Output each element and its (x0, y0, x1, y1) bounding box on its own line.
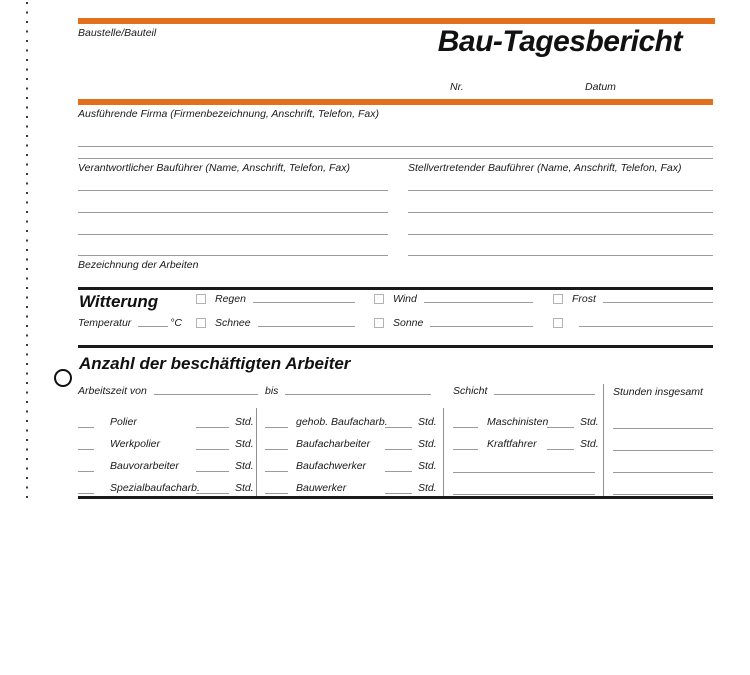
worker-row-gehob-baufacharb (265, 415, 443, 428)
worker-row-kraftfahrer (453, 437, 599, 450)
nr-label: Nr. (450, 81, 464, 93)
count-field[interactable] (78, 449, 94, 450)
frost-label: Frost (572, 293, 596, 305)
worker-row-baufachwerker (265, 459, 443, 472)
shift-write-line[interactable] (494, 394, 595, 395)
responsible-write-line[interactable] (78, 234, 388, 235)
weather-option-blank (553, 316, 713, 329)
column-divider (443, 408, 444, 497)
temperature-field (78, 316, 182, 329)
extra-worker-write-line[interactable] (453, 494, 595, 495)
stunden-insgesamt-label: Stunden insgesamt (613, 386, 703, 398)
witterung-heading: Witterung (79, 292, 159, 311)
sonne-checkbox[interactable] (374, 318, 384, 328)
std-label: Std. (580, 438, 599, 450)
extra-worker-write-line[interactable] (453, 472, 595, 473)
worker-role-label: Baufachwerker (296, 460, 367, 472)
shift-field (453, 384, 595, 397)
wind-write-line[interactable] (424, 302, 533, 303)
hours-field[interactable] (547, 427, 574, 428)
responsible-write-line[interactable] (78, 255, 388, 256)
schnee-label: Schnee (215, 317, 251, 329)
hours-total-write-line[interactable] (613, 450, 713, 451)
worktime-from-write-line[interactable] (154, 394, 258, 395)
hours-field[interactable] (196, 493, 229, 494)
bis-label: bis (265, 385, 279, 397)
regen-write-line[interactable] (253, 302, 355, 303)
hours-field[interactable] (196, 427, 229, 428)
worktime-to-write-line[interactable] (285, 394, 431, 395)
weather-option-frost (553, 292, 713, 305)
column-divider (603, 384, 604, 497)
count-field[interactable] (78, 471, 94, 472)
responsible-write-line[interactable] (78, 190, 388, 191)
deputy-write-line[interactable] (408, 255, 713, 256)
weather-option-regen (196, 292, 355, 305)
bezeichnung-der-arbeiten-label: Bezeichnung der Arbeiten (78, 259, 199, 271)
hours-field[interactable] (385, 493, 412, 494)
worker-role-label: Maschinisten (487, 416, 549, 428)
punch-hole (54, 369, 72, 387)
hours-field[interactable] (196, 471, 229, 472)
worker-row-polier (78, 415, 256, 428)
accent-bar-second (78, 99, 713, 105)
worktime-from-field (78, 384, 258, 397)
temperature-write-line[interactable] (138, 326, 168, 327)
weather-option-wind (374, 292, 533, 305)
schicht-label: Schicht (453, 385, 488, 397)
worker-row-werkpolier (78, 437, 256, 450)
form-title: Bau-Tagesbericht (437, 25, 682, 58)
hours-field[interactable] (547, 449, 574, 450)
worker-row-bauwerker (265, 481, 443, 494)
regen-checkbox[interactable] (196, 294, 206, 304)
arbeitszeit-von-label: Arbeitszeit von (78, 385, 147, 397)
std-label: Std. (235, 460, 254, 472)
count-field[interactable] (265, 427, 288, 428)
ausfuehrende-firma-label: Ausführende Firma (Firmenbezeichnung, Anschrift, Telefon, Fax) (78, 108, 379, 120)
deputy-write-line[interactable] (408, 234, 713, 235)
hours-field[interactable] (385, 471, 412, 472)
frost-checkbox[interactable] (553, 294, 563, 304)
std-label: Std. (235, 482, 254, 494)
std-label: Std. (580, 416, 599, 428)
std-label: Std. (418, 438, 437, 450)
anzahl-arbeiter-heading: Anzahl der beschäftigten Arbeiter (79, 354, 351, 373)
std-label: Std. (418, 416, 437, 428)
weather-option-schnee (196, 316, 355, 329)
schnee-write-line[interactable] (258, 326, 355, 327)
hours-field[interactable] (196, 449, 229, 450)
worker-row-bauvorarbeiter (78, 459, 256, 472)
frost-write-line[interactable] (603, 302, 713, 303)
column-divider (256, 408, 257, 497)
worker-role-label: Bauwerker (296, 482, 347, 494)
count-field[interactable] (453, 427, 478, 428)
hours-total-write-line[interactable] (613, 428, 713, 429)
count-field[interactable] (265, 493, 288, 494)
weather-bottom-rule (78, 345, 713, 348)
count-field[interactable] (78, 427, 94, 428)
sonne-write-line[interactable] (430, 326, 533, 327)
temperatur-label: Temperatur (78, 317, 132, 329)
std-label: Std. (418, 460, 437, 472)
std-label: Std. (235, 416, 254, 428)
hours-field[interactable] (385, 449, 412, 450)
worker-role-label: Werkpolier (110, 438, 160, 450)
celsius-unit-label: °C (170, 317, 182, 329)
wind-checkbox[interactable] (374, 294, 384, 304)
deputy-write-line[interactable] (408, 212, 713, 213)
weather-option-sonne (374, 316, 533, 329)
count-field[interactable] (78, 493, 94, 494)
responsible-write-line[interactable] (78, 212, 388, 213)
regen-label: Regen (215, 293, 246, 305)
stellvertretender-baufuehrer-label: Stellvertretender Bauführer (Name, Anschrift, Telefon, Fax) (408, 162, 682, 174)
count-field[interactable] (265, 471, 288, 472)
section-divider-line (78, 158, 713, 159)
schnee-checkbox[interactable] (196, 318, 206, 328)
worker-role-label: Spezialbaufacharb. (110, 482, 200, 494)
datum-label: Datum (585, 81, 616, 93)
perforation-dotted-line (26, 2, 28, 502)
hours-field[interactable] (385, 427, 412, 428)
worker-role-label: gehob. Baufacharb. (296, 416, 388, 428)
worker-role-label: Bauvorarbeiter (110, 460, 179, 472)
worker-row-spezialbaufacharb (78, 481, 256, 494)
verantwortlicher-baufuehrer-label: Verantwortlicher Bauführer (Name, Anschrift, Telefon, Fax) (78, 162, 350, 174)
hours-total-write-line[interactable] (613, 472, 713, 473)
workers-bottom-rule (78, 496, 713, 499)
baustelle-label: Baustelle/Bauteil (78, 27, 157, 39)
worker-row-maschinisten (453, 415, 599, 428)
firma-write-line[interactable] (78, 146, 713, 147)
accent-bar-top (78, 18, 715, 24)
std-label: Std. (235, 438, 254, 450)
blank-checkbox[interactable] (553, 318, 563, 328)
blank-write-line[interactable] (579, 326, 713, 327)
hours-total-write-line[interactable] (613, 494, 713, 495)
std-label: Std. (418, 482, 437, 494)
worker-role-label: Polier (110, 416, 137, 428)
sonne-label: Sonne (393, 317, 424, 329)
wind-label: Wind (393, 293, 417, 305)
count-field[interactable] (453, 449, 478, 450)
weather-top-rule (78, 287, 713, 290)
worktime-to-field (265, 384, 431, 397)
worker-role-label: Kraftfahrer (487, 438, 537, 450)
worker-role-label: Baufacharbeiter (296, 438, 371, 450)
count-field[interactable] (265, 449, 288, 450)
worker-row-baufacharbeiter (265, 437, 443, 450)
deputy-write-line[interactable] (408, 190, 713, 191)
